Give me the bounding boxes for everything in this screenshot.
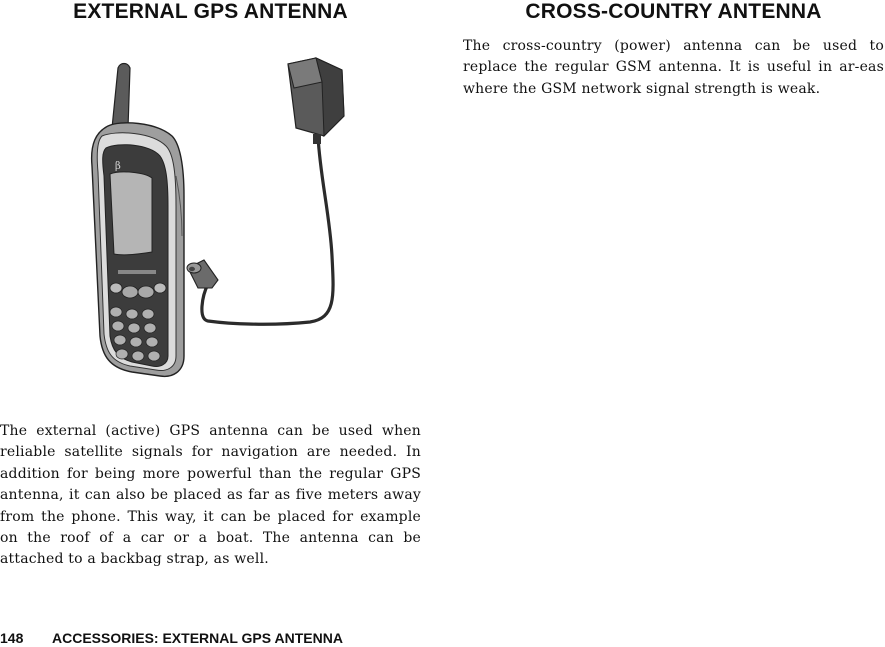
svg-text:β: β [115,161,121,172]
left-column [0,0,421,568]
page-number: 148 [0,630,24,646]
cross-country-antenna-paragraph: The cross-country (power) antenna can be used to replace the regular GSM antenna. It is useful in ar-eas where the GSM network signal strength is weak. [463,38,884,97]
section-heading-cross-country-antenna: CROSS-COUNTRY ANTENNA [525,0,822,23]
phone-with-external-antenna-illustration [80,56,370,381]
footer-section-title: ACCESSORIES: EXTERNAL GPS ANTENNA [52,630,343,646]
page-footer [0,630,343,647]
right-column [463,0,884,97]
section-heading-external-gps-antenna: EXTERNAL GPS ANTENNA [73,0,348,23]
gps-antenna-unit-icon [288,58,344,144]
external-gps-antenna-paragraph: The external (active) GPS antenna can be used when reliable satellite signals for navigation are needed. In addition for being more powerful than the regular GPS antenna, it can also be placed as far as five meters away from the phone. This way, it can be placed for example on the roof of a car or a boat. The antenna can be attached to a backbag strap, as well. [0,423,421,568]
antenna-connector-icon [187,260,218,288]
mobile-phone-icon [92,123,184,377]
